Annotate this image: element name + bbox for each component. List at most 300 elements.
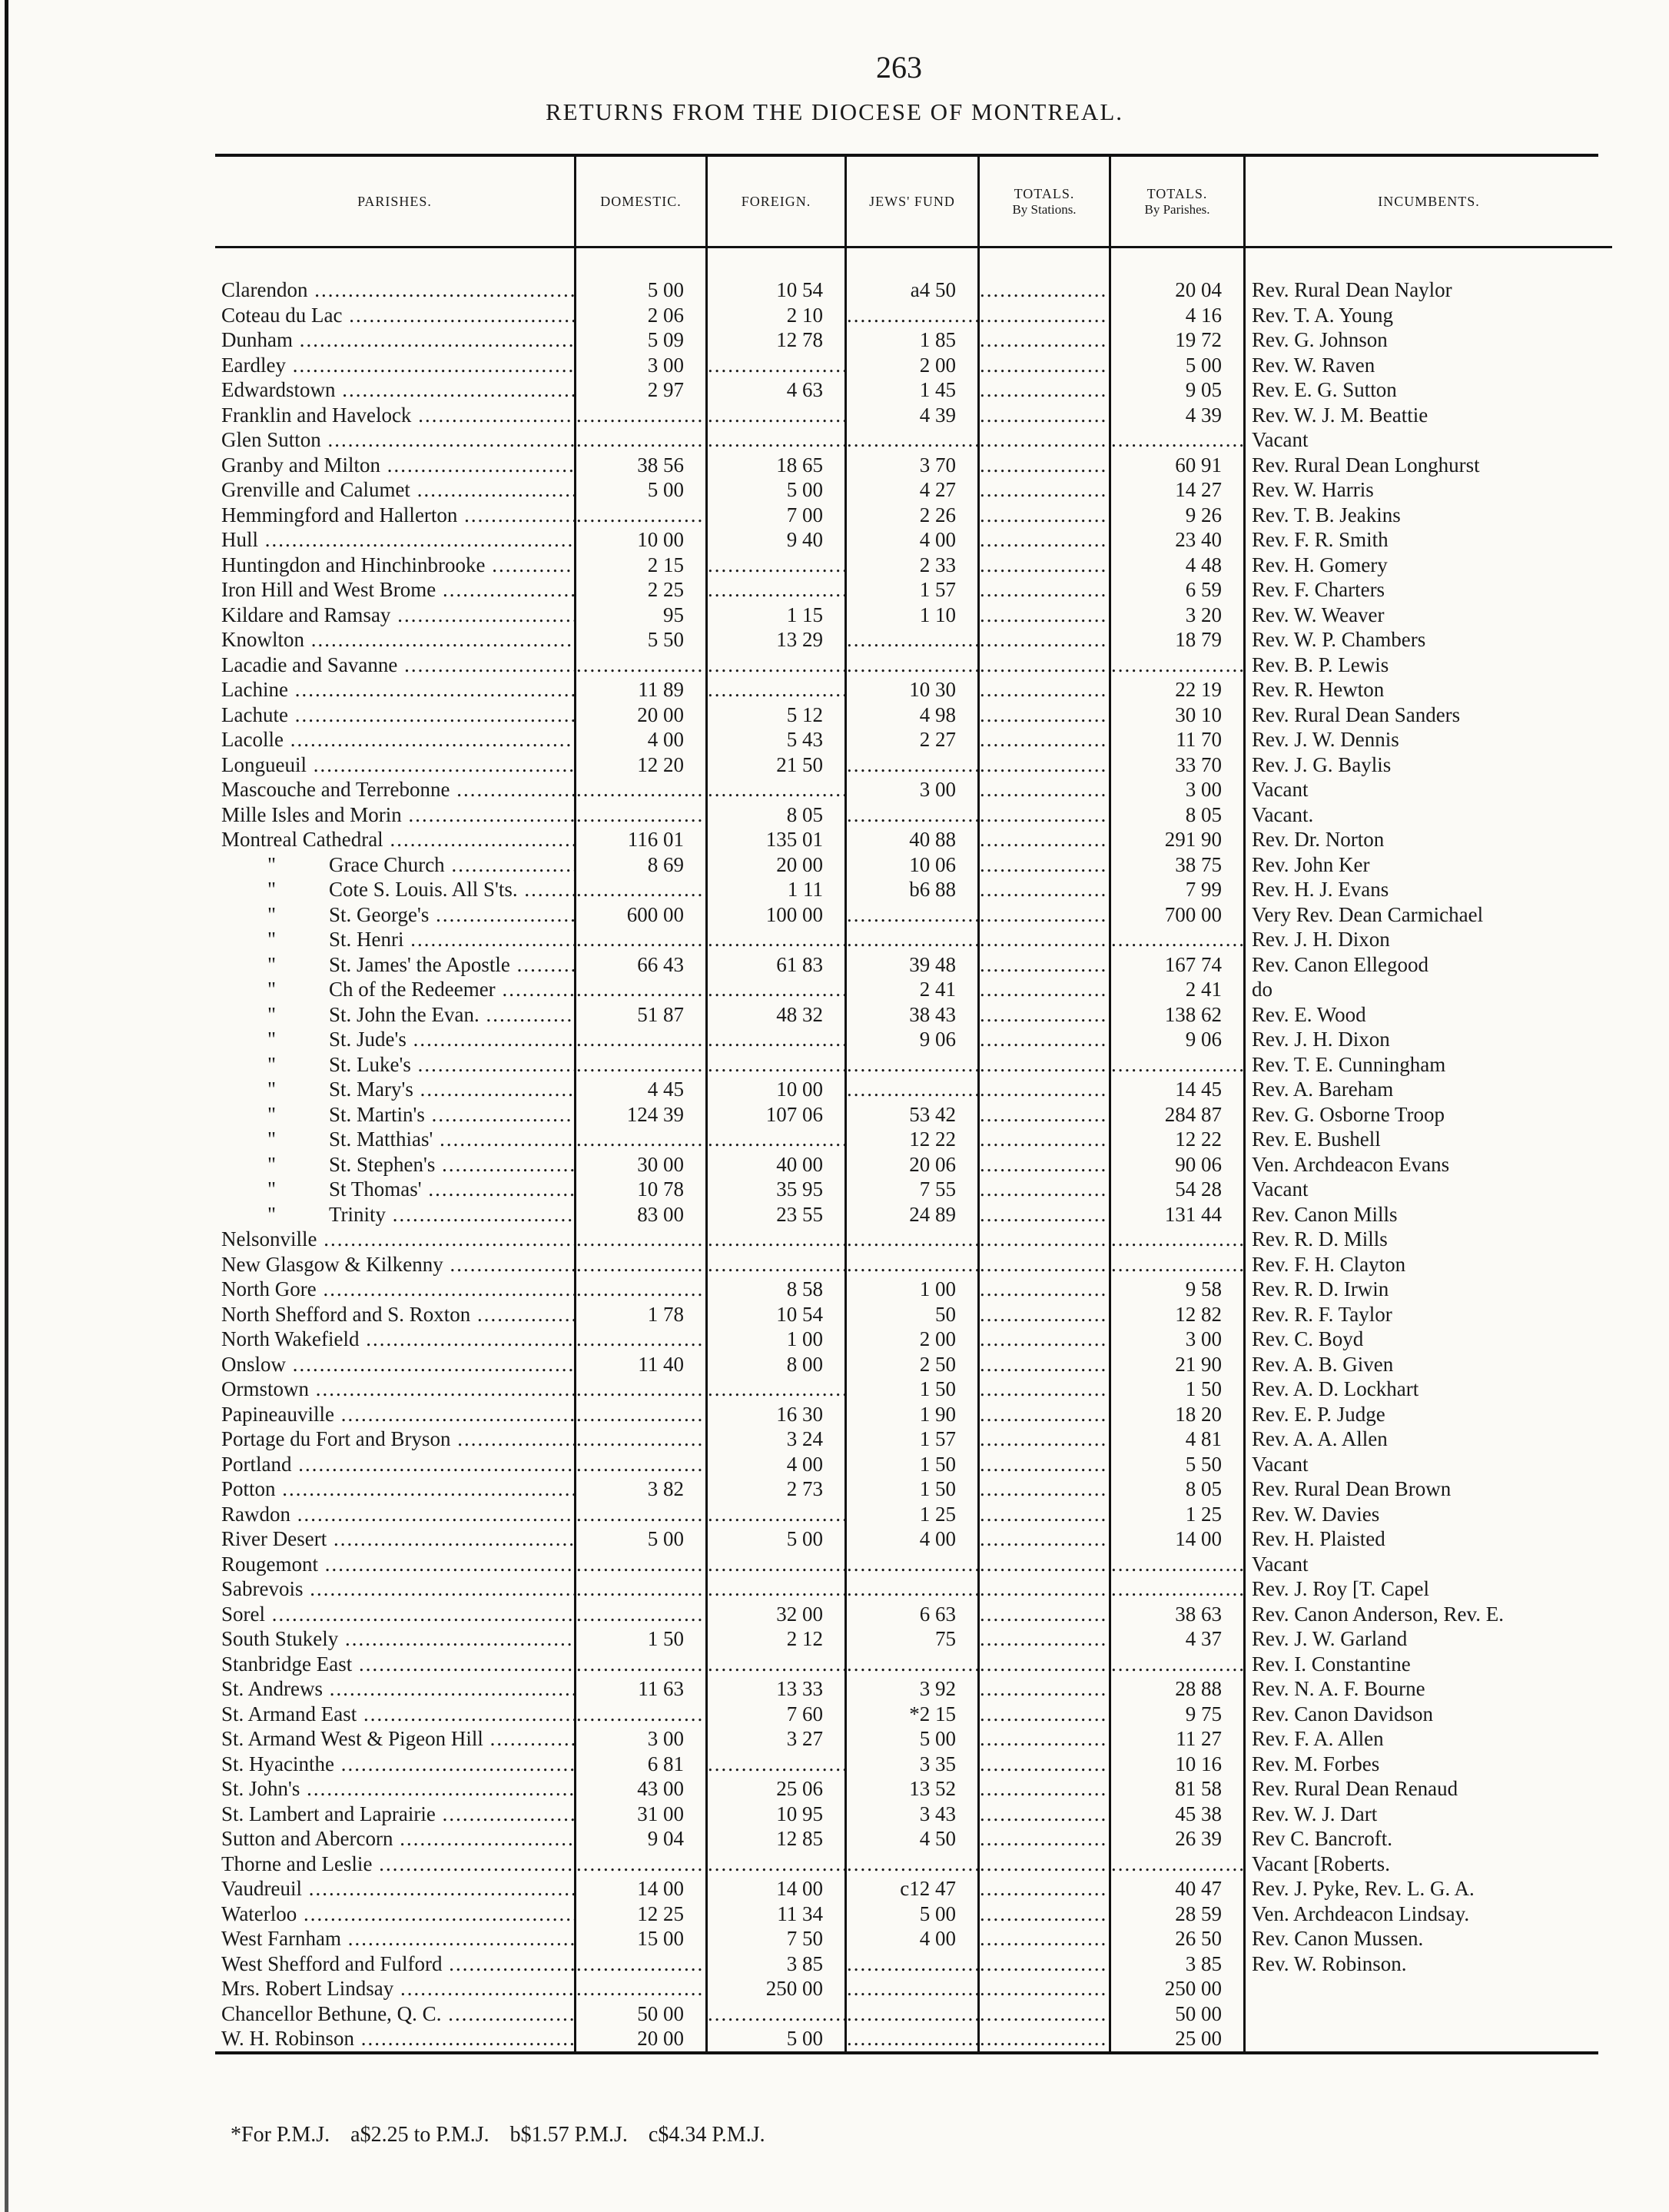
jews-fund-cell: 1 57 xyxy=(846,1427,979,1452)
totals-stations-cell xyxy=(979,2026,1110,2051)
incumbent-cell: Rev. J. Pyke, Rev. L. G. A. xyxy=(1245,1876,1613,1901)
foreign-cell xyxy=(707,553,846,578)
domestic-cell: 600 00 xyxy=(576,902,707,928)
parish-name: Rougemont xyxy=(221,1552,318,1576)
incumbent-cell: Rev. John Ker xyxy=(1245,852,1613,878)
jews-fund-cell xyxy=(846,1951,979,1977)
table-row xyxy=(215,1576,1612,1602)
totals-parishes-cell: 9 05 xyxy=(1110,377,1245,403)
foreign-cell xyxy=(707,1252,846,1277)
parish-name: Eardley xyxy=(221,353,286,377)
totals-stations-cell xyxy=(979,377,1110,403)
table-row xyxy=(215,1427,1612,1452)
totals-stations-cell xyxy=(979,1776,1110,1802)
table-row xyxy=(215,1052,1612,1078)
header-row xyxy=(215,157,1612,247)
parish-cell xyxy=(215,1027,576,1052)
table-row xyxy=(215,627,1612,653)
totals-stations-cell xyxy=(979,1202,1110,1227)
foreign-cell: 3 27 xyxy=(707,1726,846,1752)
foreign-cell xyxy=(707,1027,846,1052)
table-row xyxy=(215,802,1612,828)
incumbent-cell: Rev. J. Roy [T. Capel xyxy=(1245,1576,1613,1602)
totals-stations-cell xyxy=(979,1726,1110,1752)
domestic-cell: 1 50 xyxy=(576,1626,707,1652)
table-row xyxy=(215,877,1612,902)
foreign-cell: 100 00 xyxy=(707,902,846,928)
table-row xyxy=(215,1002,1612,1028)
foreign-cell xyxy=(707,977,846,1002)
totals-parishes-cell: 4 37 xyxy=(1110,1626,1245,1652)
header-totals-stations xyxy=(979,157,1110,247)
incumbent-cell: Rev. J. H. Dixon xyxy=(1245,1027,1613,1052)
parish-cell xyxy=(215,1652,576,1677)
parish-cell xyxy=(215,1702,576,1727)
parish-name: St. James' the Apostle xyxy=(329,952,510,976)
totals-stations-cell xyxy=(979,1452,1110,1477)
foreign-cell: 20 00 xyxy=(707,852,846,878)
parish-name: Portland xyxy=(221,1452,292,1476)
header-totals-parishes xyxy=(1110,157,1245,247)
totals-parishes-cell: 14 27 xyxy=(1110,477,1245,503)
jews-fund-cell xyxy=(846,927,979,952)
jews-fund-cell: 2 50 xyxy=(846,1352,979,1377)
table-row xyxy=(215,553,1612,578)
foreign-cell xyxy=(707,777,846,802)
totals-stations-cell xyxy=(979,1302,1110,1327)
parish-cell xyxy=(215,1352,576,1377)
totals-parishes-cell: 3 85 xyxy=(1110,1951,1245,1977)
parish-cell xyxy=(215,1327,576,1352)
table-row xyxy=(215,1826,1612,1852)
totals-parishes-cell: 11 70 xyxy=(1110,727,1245,752)
totals-stations-cell xyxy=(979,553,1110,578)
table-row xyxy=(215,1526,1612,1552)
parish-name: Vaudreuil xyxy=(221,1877,302,1900)
parish-name: W. H. Robinson xyxy=(221,2027,355,2050)
header-incumbents: INCUMBENTS. xyxy=(1245,157,1613,247)
parish-cell xyxy=(215,1402,576,1427)
returns-table xyxy=(215,157,1612,2051)
table-row xyxy=(215,827,1612,852)
totals-stations-cell xyxy=(979,1702,1110,1727)
parish-name: Iron Hill and West Brome xyxy=(221,578,436,601)
jews-fund-cell: 3 35 xyxy=(846,1752,979,1777)
foreign-cell: 4 00 xyxy=(707,1452,846,1477)
incumbent-cell: Rev. G. Osborne Troop xyxy=(1245,1102,1613,1128)
domestic-cell xyxy=(576,1377,707,1402)
jews-fund-cell: 2 33 xyxy=(846,553,979,578)
parish-name: Glen Sutton xyxy=(221,428,321,451)
totals-parishes-cell xyxy=(1110,1852,1245,1877)
jews-fund-cell xyxy=(846,303,979,328)
domestic-cell: 2 06 xyxy=(576,303,707,328)
header-parishes: PARISHES. xyxy=(215,157,576,247)
incumbent-cell: Rev. R. D. Irwin xyxy=(1245,1277,1613,1302)
domestic-cell: 124 39 xyxy=(576,1102,707,1128)
incumbent-cell: Rev. W. P. Chambers xyxy=(1245,627,1613,653)
domestic-cell xyxy=(576,977,707,1002)
foreign-cell: 14 00 xyxy=(707,1876,846,1901)
foreign-cell: 21 50 xyxy=(707,752,846,778)
incumbent-cell: Vacant xyxy=(1245,777,1613,802)
incumbent-cell: do xyxy=(1245,977,1613,1002)
totals-parishes-cell: 18 20 xyxy=(1110,1402,1245,1427)
parish-cell xyxy=(215,777,576,802)
domestic-cell xyxy=(576,877,707,902)
totals-stations-cell xyxy=(979,1826,1110,1852)
ditto-mark: " xyxy=(267,1202,277,1226)
domestic-cell: 51 87 xyxy=(576,1002,707,1028)
totals-stations-cell xyxy=(979,277,1110,303)
parish-cell xyxy=(215,1177,576,1202)
totals-parishes-cell: 18 79 xyxy=(1110,627,1245,653)
totals-stations-cell xyxy=(979,303,1110,328)
header-foreign: FOREIGN. xyxy=(707,157,846,247)
totals-stations-cell xyxy=(979,1876,1110,1901)
parish-cell xyxy=(215,1252,576,1277)
totals-parishes-cell: 21 90 xyxy=(1110,1352,1245,1377)
totals-stations-cell xyxy=(979,952,1110,978)
domestic-cell: 5 00 xyxy=(576,277,707,303)
parish-name: St. Armand East xyxy=(221,1702,357,1725)
parish-name: Granby and Milton xyxy=(221,453,380,477)
totals-stations-cell xyxy=(979,1602,1110,1627)
incumbent-cell xyxy=(1245,1976,1613,2001)
foreign-cell: 25 06 xyxy=(707,1776,846,1802)
table-row xyxy=(215,977,1612,1002)
totals-stations-cell xyxy=(979,1752,1110,1777)
parish-name: St. Lambert and Laprairie xyxy=(221,1802,436,1825)
incumbent-cell: Rev. Rural Dean Naylor xyxy=(1245,277,1613,303)
foreign-cell: 2 73 xyxy=(707,1476,846,1502)
parish-name: Papineauville xyxy=(221,1402,334,1426)
jews-fund-cell: 4 27 xyxy=(846,477,979,503)
binding-margin-line xyxy=(5,0,8,2212)
totals-parishes-cell: 14 45 xyxy=(1110,1077,1245,1102)
foreign-cell xyxy=(707,1127,846,1152)
totals-parishes-cell: 8 05 xyxy=(1110,802,1245,828)
jews-fund-cell: 13 52 xyxy=(846,1776,979,1802)
parish-cell xyxy=(215,1277,576,1302)
incumbent-cell: Rev. Canon Anderson, Rev. E. xyxy=(1245,1602,1613,1627)
table-row xyxy=(215,1452,1612,1477)
parish-name: St. Matthias' xyxy=(329,1128,433,1151)
table-row xyxy=(215,403,1612,428)
foreign-cell xyxy=(707,677,846,702)
totals-parishes-cell: 26 50 xyxy=(1110,1926,1245,1951)
parish-cell xyxy=(215,1901,576,1927)
totals-parishes-cell: 19 72 xyxy=(1110,327,1245,353)
incumbent-cell: Rev. R. F. Taylor xyxy=(1245,1302,1613,1327)
jews-fund-cell: a4 50 xyxy=(846,277,979,303)
incumbent-cell xyxy=(1245,2026,1613,2051)
table-row xyxy=(215,1776,1612,1802)
totals-parishes-cell: 28 59 xyxy=(1110,1901,1245,1927)
jews-fund-cell xyxy=(846,1077,979,1102)
totals-parishes-cell: 700 00 xyxy=(1110,902,1245,928)
totals-parishes-cell: 12 82 xyxy=(1110,1302,1245,1327)
jews-fund-cell: 1 00 xyxy=(846,1277,979,1302)
ditto-mark: " xyxy=(267,1028,277,1051)
parish-cell xyxy=(215,952,576,978)
parish-name: Lachute xyxy=(221,702,288,726)
spacer-row xyxy=(215,247,1612,278)
foreign-cell xyxy=(707,353,846,378)
jews-fund-cell: 38 43 xyxy=(846,1002,979,1028)
domestic-cell: 5 09 xyxy=(576,327,707,353)
parish-cell xyxy=(215,2001,576,2027)
foreign-cell: 48 32 xyxy=(707,1002,846,1028)
jews-fund-cell: 4 00 xyxy=(846,1526,979,1552)
parish-cell xyxy=(215,1752,576,1777)
totals-stations-cell xyxy=(979,1277,1110,1302)
totals-parishes-cell: 138 62 xyxy=(1110,1002,1245,1028)
foreign-cell xyxy=(707,427,846,453)
jews-fund-cell xyxy=(846,1052,979,1078)
totals-stations-cell xyxy=(979,1626,1110,1652)
parish-cell xyxy=(215,1302,576,1327)
jews-fund-cell: 3 92 xyxy=(846,1676,979,1702)
jews-fund-cell: *2 15 xyxy=(846,1702,979,1727)
totals-stations-cell xyxy=(979,1177,1110,1202)
parish-name: St. John the Evan. xyxy=(329,1002,479,1026)
totals-stations-cell xyxy=(979,453,1110,478)
parish-cell xyxy=(215,353,576,378)
incumbent-cell: Rev. R. D. Mills xyxy=(1245,1227,1613,1252)
ditto-mark: " xyxy=(267,952,277,976)
jews-fund-cell: 7 55 xyxy=(846,1177,979,1202)
totals-parishes-cell: 81 58 xyxy=(1110,1776,1245,1802)
parish-name: Edwardstown xyxy=(221,378,336,401)
incumbent-cell: Rev. R. Hewton xyxy=(1245,677,1613,702)
incumbent-cell: Ven. Archdeacon Evans xyxy=(1245,1152,1613,1177)
ditto-mark: " xyxy=(267,928,277,951)
parish-cell xyxy=(215,927,576,952)
domestic-cell xyxy=(576,1502,707,1527)
domestic-cell: 5 00 xyxy=(576,477,707,503)
foreign-cell: 10 54 xyxy=(707,277,846,303)
totals-parishes-cell: 131 44 xyxy=(1110,1202,1245,1227)
foreign-cell xyxy=(707,1552,846,1577)
foreign-cell xyxy=(707,1377,846,1402)
foreign-cell: 1 15 xyxy=(707,603,846,628)
domestic-cell xyxy=(576,1427,707,1452)
parish-name: North Wakefield xyxy=(221,1327,360,1350)
totals-stations-cell xyxy=(979,1926,1110,1951)
parish-cell xyxy=(215,427,576,453)
domestic-cell xyxy=(576,653,707,678)
foreign-cell: 5 43 xyxy=(707,727,846,752)
incumbent-cell: Rev. I. Constantine xyxy=(1245,1652,1613,1677)
parish-name: Portage du Fort and Bryson xyxy=(221,1427,451,1450)
domestic-cell: 12 20 xyxy=(576,752,707,778)
jews-fund-cell: 1 10 xyxy=(846,603,979,628)
jews-fund-cell xyxy=(846,802,979,828)
foreign-cell: 35 95 xyxy=(707,1177,846,1202)
domestic-cell: 11 63 xyxy=(576,1676,707,1702)
totals-stations-cell xyxy=(979,827,1110,852)
parish-cell xyxy=(215,1876,576,1901)
jews-fund-cell: 9 06 xyxy=(846,1027,979,1052)
totals-parishes-cell xyxy=(1110,1576,1245,1602)
jews-fund-cell: 3 70 xyxy=(846,453,979,478)
totals-parishes-cell: 1 25 xyxy=(1110,1502,1245,1527)
totals-parishes-cell: 90 06 xyxy=(1110,1152,1245,1177)
totals-stations-cell xyxy=(979,1502,1110,1527)
foreign-cell xyxy=(707,653,846,678)
foreign-cell: 7 60 xyxy=(707,1702,846,1727)
jews-fund-cell: 10 30 xyxy=(846,677,979,702)
parish-cell xyxy=(215,527,576,553)
parish-name: Clarendon xyxy=(221,278,308,301)
domestic-cell: 6 81 xyxy=(576,1752,707,1777)
totals-stations-cell xyxy=(979,2001,1110,2027)
totals-parishes-cell: 4 48 xyxy=(1110,553,1245,578)
table-row xyxy=(215,1802,1612,1827)
parish-cell xyxy=(215,1852,576,1877)
jews-fund-cell: 2 41 xyxy=(846,977,979,1002)
domestic-cell: 11 89 xyxy=(576,677,707,702)
foreign-cell xyxy=(707,1752,846,1777)
parish-name: Cote S. Louis. All S'ts. xyxy=(329,878,518,901)
totals-stations-cell xyxy=(979,727,1110,752)
incumbent-cell: Rev. H. Gomery xyxy=(1245,553,1613,578)
domestic-cell xyxy=(576,1652,707,1677)
domestic-cell: 11 40 xyxy=(576,1352,707,1377)
incumbent-cell: Rev. W. Raven xyxy=(1245,353,1613,378)
domestic-cell xyxy=(576,802,707,828)
parish-name: Coteau du Lac xyxy=(221,303,343,327)
totals-parishes-cell xyxy=(1110,427,1245,453)
domestic-cell: 5 00 xyxy=(576,1526,707,1552)
parish-cell xyxy=(215,1826,576,1852)
foreign-cell xyxy=(707,1502,846,1527)
parish-name: Chancellor Bethune, Q. C. xyxy=(221,2001,442,2025)
incumbent-cell: Rev. Canon Mussen. xyxy=(1245,1926,1613,1951)
table-row xyxy=(215,503,1612,528)
foreign-cell: 10 54 xyxy=(707,1302,846,1327)
domestic-cell: 2 15 xyxy=(576,553,707,578)
totals-parishes-cell: 23 40 xyxy=(1110,527,1245,553)
totals-stations-cell xyxy=(979,1951,1110,1977)
ditto-mark: " xyxy=(267,1177,277,1201)
incumbent-cell: Rev. W. Weaver xyxy=(1245,603,1613,628)
table-row xyxy=(215,1302,1612,1327)
foreign-cell xyxy=(707,1652,846,1677)
foreign-cell: 4 63 xyxy=(707,377,846,403)
totals-parishes-cell: 9 06 xyxy=(1110,1027,1245,1052)
foreign-cell: 12 85 xyxy=(707,1826,846,1852)
totals-parishes-cell: 5 50 xyxy=(1110,1452,1245,1477)
foreign-cell: 9 40 xyxy=(707,527,846,553)
totals-stations-cell xyxy=(979,1576,1110,1602)
table-row xyxy=(215,1901,1612,1927)
parish-name: Kildare and Ramsay xyxy=(221,603,391,626)
incumbent-cell: Vacant xyxy=(1245,1452,1613,1477)
jews-fund-cell xyxy=(846,427,979,453)
domestic-cell xyxy=(576,1576,707,1602)
incumbent-cell: Rev. A. D. Lockhart xyxy=(1245,1377,1613,1402)
totals-parishes-cell: 4 16 xyxy=(1110,303,1245,328)
foreign-cell: 18 65 xyxy=(707,453,846,478)
table-row xyxy=(215,1252,1612,1277)
incumbent-cell: Rev. C. Boyd xyxy=(1245,1327,1613,1352)
parish-name: Grenville and Calumet xyxy=(221,478,410,501)
table-row xyxy=(215,527,1612,553)
table-row xyxy=(215,603,1612,628)
ditto-mark: " xyxy=(267,1128,277,1151)
ditto-mark: " xyxy=(267,1078,277,1101)
parish-name: St. Stephen's xyxy=(329,1152,436,1176)
totals-stations-cell xyxy=(979,1252,1110,1277)
jews-fund-cell xyxy=(846,2026,979,2051)
totals-stations-cell xyxy=(979,1152,1110,1177)
parish-name: Dunham xyxy=(221,328,293,351)
parish-cell xyxy=(215,1427,576,1452)
foreign-cell: 8 58 xyxy=(707,1277,846,1302)
parish-cell xyxy=(215,727,576,752)
totals-parishes-cell: 10 16 xyxy=(1110,1752,1245,1777)
domestic-cell xyxy=(576,1452,707,1477)
footnote-b: b$1.57 P.M.J. xyxy=(509,2123,628,2147)
totals-parishes-cell: 3 00 xyxy=(1110,1327,1245,1352)
incumbent-cell: Vacant xyxy=(1245,427,1613,453)
incumbent-cell: Rev. T. E. Cunningham xyxy=(1245,1052,1613,1078)
parish-cell xyxy=(215,477,576,503)
domestic-cell xyxy=(576,503,707,528)
incumbent-cell: Rev. W. J. Dart xyxy=(1245,1802,1613,1827)
parish-cell xyxy=(215,453,576,478)
parish-cell xyxy=(215,1802,576,1827)
incumbent-cell: Rev. W. J. M. Beattie xyxy=(1245,403,1613,428)
totals-parishes-cell: 250 00 xyxy=(1110,1976,1245,2001)
totals-stations-cell xyxy=(979,1526,1110,1552)
table-row xyxy=(215,927,1612,952)
totals-stations-cell xyxy=(979,977,1110,1002)
totals-parishes-cell: 38 75 xyxy=(1110,852,1245,878)
domestic-cell xyxy=(576,1976,707,2001)
table-row xyxy=(215,2026,1612,2051)
footnote-c: c$4.34 P.M.J. xyxy=(648,2123,765,2147)
domestic-cell: 9 04 xyxy=(576,1826,707,1852)
totals-stations-cell xyxy=(979,1327,1110,1352)
table-row xyxy=(215,1676,1612,1702)
table-row xyxy=(215,902,1612,928)
parish-name: Lacadie and Savanne xyxy=(221,653,398,676)
jews-fund-cell: 39 48 xyxy=(846,952,979,978)
incumbent-cell: Rev. J. W. Dennis xyxy=(1245,727,1613,752)
totals-parishes-cell: 25 00 xyxy=(1110,2026,1245,2051)
totals-stations-cell xyxy=(979,603,1110,628)
jews-fund-cell: 1 45 xyxy=(846,377,979,403)
totals-parishes-cell: 9 26 xyxy=(1110,503,1245,528)
domestic-cell: 20 00 xyxy=(576,702,707,728)
incumbent-cell: Rev. E. P. Judge xyxy=(1245,1402,1613,1427)
parish-name: Rawdon xyxy=(221,1502,290,1526)
foreign-cell: 10 95 xyxy=(707,1802,846,1827)
foreign-cell: 8 00 xyxy=(707,1352,846,1377)
totals-parishes-cell: 7 99 xyxy=(1110,877,1245,902)
foreign-cell: 2 12 xyxy=(707,1626,846,1652)
incumbent-cell: Rev. J. G. Baylis xyxy=(1245,752,1613,778)
parish-name: Longueuil xyxy=(221,752,307,776)
jews-fund-cell: 4 00 xyxy=(846,527,979,553)
parish-name: St. John's xyxy=(221,1777,300,1800)
parish-cell xyxy=(215,1077,576,1102)
totals-parishes-cell xyxy=(1110,1552,1245,1577)
jews-fund-cell xyxy=(846,1552,979,1577)
